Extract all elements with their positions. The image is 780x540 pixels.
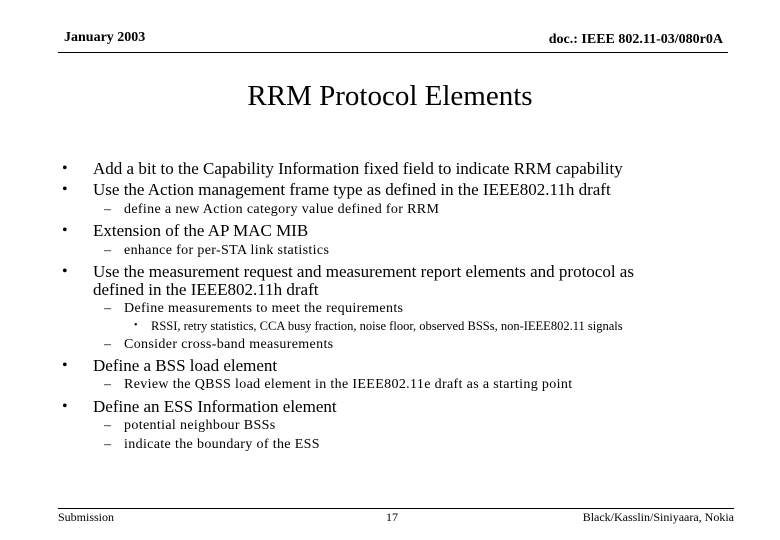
bullet-measurement-elements: Use the measurement request and measurement report elements and protocol as	[93, 262, 634, 281]
sub-action-category: define a new Action category value defined for RRM	[124, 202, 440, 217]
bullet-capability-bit: Add a bit to the Capability Information fixed field to indicate RRM capability	[93, 159, 623, 178]
bullet-marker: •	[62, 222, 68, 239]
dash-marker: –	[104, 243, 111, 258]
bullet-marker: •	[62, 263, 68, 280]
sub-define-measurements: Define measurements to meet the requirements	[124, 301, 404, 316]
bullet-measurement-elements-cont: defined in the IEEE802.11h draft	[93, 280, 319, 299]
bullet-bss-load: Define a BSS load element	[93, 356, 278, 375]
footer-authors: Black/Kasslin/Siniyaara, Nokia	[582, 510, 734, 524]
bullet-ess-info: Define an ESS Information element	[93, 397, 337, 416]
slide-title: RRM Protocol Elements	[247, 80, 533, 112]
bullet-marker: •	[62, 398, 68, 415]
subsub-marker: •	[134, 320, 138, 331]
sub-neighbour-bss: potential neighbour BSSs	[124, 418, 276, 433]
footer-rule	[58, 508, 734, 509]
dash-marker: –	[104, 337, 111, 352]
header-date: January 2003	[64, 30, 146, 45]
bullet-marker: •	[62, 357, 68, 374]
bullet-action-frame: Use the Action management frame type as defined in the IEEE802.11h draft	[93, 180, 611, 199]
header-rule	[58, 52, 728, 53]
bullet-mac-mib: Extension of the AP MAC MIB	[93, 221, 309, 240]
footer-submission: Submission	[58, 510, 115, 524]
header-doc-id: doc.: IEEE 802.11-03/080r0A	[548, 32, 723, 47]
sub-cross-band: Consider cross-band measurements	[124, 337, 334, 352]
bullet-marker: •	[62, 181, 68, 198]
dash-marker: –	[104, 377, 111, 392]
dash-marker: –	[104, 437, 111, 452]
sub-ess-boundary: indicate the boundary of the ESS	[124, 437, 320, 452]
dash-marker: –	[104, 202, 111, 217]
dash-marker: –	[104, 418, 111, 433]
bullet-marker: •	[62, 160, 68, 177]
subsub-measurement-list: RSSI, retry statistics, CCA busy fraction, noise floor, observed BSSs, non-IEEE802.11 signals	[151, 319, 623, 333]
sub-per-sta-stats: enhance for per-STA link statistics	[124, 243, 330, 258]
sub-qbss-load: Review the QBSS load element in the IEEE802.11e draft as a starting point	[124, 377, 573, 392]
footer-page-number: 17	[386, 510, 398, 524]
dash-marker: –	[104, 301, 111, 316]
